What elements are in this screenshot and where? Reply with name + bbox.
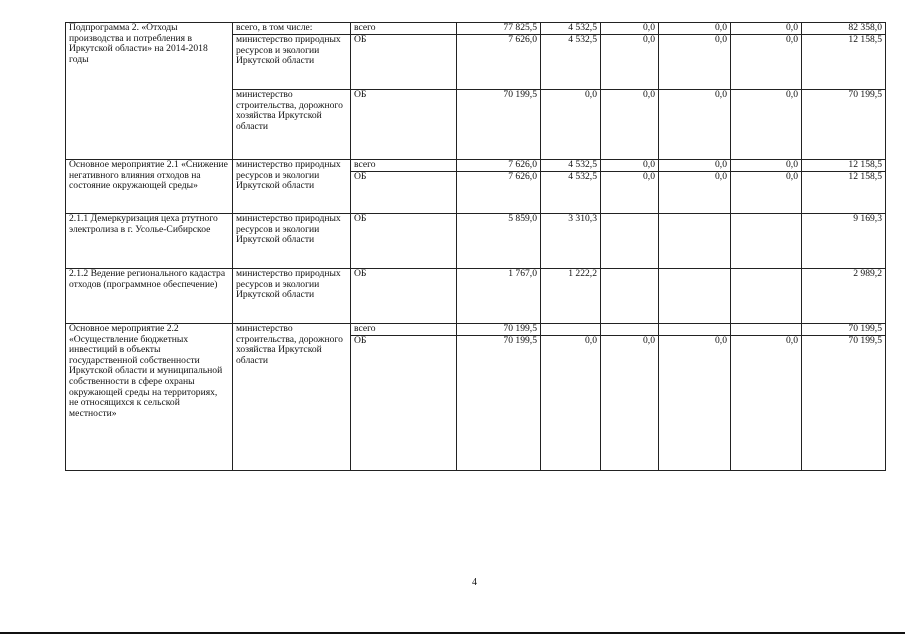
responsible-cell: министерство природных ресурсов и экологии Иркутской области	[233, 269, 351, 324]
source-cell: ОБ	[351, 35, 457, 90]
table-row	[66, 214, 886, 269]
activity-name: Основное мероприятие 2.2 «Осуществление бюджетных инвестиций в объекты государственной собственности Иркутской области и муниципальной собственности в сфере охраны окружающей среды на территориях, не относящихся к сельской местности»	[66, 324, 233, 471]
value-cell: 0,0	[659, 336, 731, 471]
value-cell: 5 859,0	[457, 214, 541, 269]
value-cell: 1 222,2	[541, 269, 601, 324]
value-cell: 70 199,5	[457, 324, 541, 336]
value-cell: 0,0	[659, 35, 731, 90]
value-cell: 0,0	[659, 160, 731, 172]
responsible-cell: министерство природных ресурсов и экологии Иркутской области	[233, 160, 351, 214]
value-cell: 0,0	[731, 160, 802, 172]
page-number: 4	[472, 577, 477, 588]
value-cell	[731, 214, 802, 269]
value-cell: 0,0	[731, 336, 802, 471]
responsible-cell: министерство природных ресурсов и экологии Иркутской области	[233, 35, 351, 90]
value-cell: 4 532,5	[541, 35, 601, 90]
value-cell: 12 158,5	[802, 172, 886, 214]
value-cell	[731, 269, 802, 324]
value-cell: 12 158,5	[802, 160, 886, 172]
value-cell: 0,0	[659, 90, 731, 160]
value-cell: 2 989,2	[802, 269, 886, 324]
value-cell: 82 358,0	[802, 23, 886, 35]
value-cell: 1 767,0	[457, 269, 541, 324]
value-cell	[541, 324, 601, 336]
value-cell: 0,0	[731, 172, 802, 214]
table-row	[66, 324, 886, 336]
value-cell: 70 199,5	[802, 90, 886, 160]
value-cell: 0,0	[731, 35, 802, 90]
responsible-cell: министерство строительства, дорожного хозяйства Иркутской области	[233, 90, 351, 160]
value-cell: 0,0	[601, 35, 659, 90]
value-cell: 7 626,0	[457, 35, 541, 90]
source-cell: всего	[351, 23, 457, 35]
value-cell: 0,0	[731, 90, 802, 160]
value-cell	[601, 214, 659, 269]
scan-edge-line	[0, 632, 905, 634]
value-cell: 7 626,0	[457, 172, 541, 214]
budget-table	[65, 22, 886, 471]
value-cell: 70 199,5	[457, 90, 541, 160]
value-cell: 0,0	[601, 160, 659, 172]
value-cell: 12 158,5	[802, 35, 886, 90]
activity-name: 2.1.1 Демеркуризация цеха ртутного электролиза в г. Усолье-Сибирское	[66, 214, 233, 269]
value-cell: 0,0	[601, 336, 659, 471]
value-cell	[601, 324, 659, 336]
value-cell: 9 169,3	[802, 214, 886, 269]
responsible-cell: министерство природных ресурсов и экологии Иркутской области	[233, 214, 351, 269]
source-cell: ОБ	[351, 214, 457, 269]
value-cell: 70 199,5	[457, 336, 541, 471]
table-row	[66, 23, 886, 35]
source-cell: всего	[351, 160, 457, 172]
source-cell: ОБ	[351, 172, 457, 214]
activity-name: 2.1.2 Ведение регионального кадастра отходов (программное обеспечение)	[66, 269, 233, 324]
value-cell: 4 532,5	[541, 172, 601, 214]
value-cell	[659, 214, 731, 269]
value-cell: 0,0	[601, 90, 659, 160]
value-cell: 4 532,5	[541, 160, 601, 172]
value-cell: 0,0	[659, 23, 731, 35]
source-cell: ОБ	[351, 269, 457, 324]
value-cell: 0,0	[541, 90, 601, 160]
value-cell	[601, 269, 659, 324]
value-cell: 0,0	[541, 336, 601, 471]
value-cell: 0,0	[601, 172, 659, 214]
source-cell: ОБ	[351, 336, 457, 471]
value-cell: 70 199,5	[802, 336, 886, 471]
value-cell: 0,0	[731, 23, 802, 35]
value-cell	[659, 269, 731, 324]
value-cell: 77 825,5	[457, 23, 541, 35]
value-cell: 7 626,0	[457, 160, 541, 172]
source-cell: всего	[351, 324, 457, 336]
value-cell: 3 310,3	[541, 214, 601, 269]
activity-name: Основное мероприятие 2.1 «Снижение негативного влияния отходов на состояние окружающей среды»	[66, 160, 233, 214]
value-cell	[731, 324, 802, 336]
value-cell: 0,0	[659, 172, 731, 214]
responsible-cell: всего, в том числе:	[233, 23, 351, 35]
value-cell: 70 199,5	[802, 324, 886, 336]
table-row	[66, 269, 886, 324]
value-cell: 0,0	[601, 23, 659, 35]
responsible-cell: министерство строительства, дорожного хозяйства Иркутской области	[233, 324, 351, 471]
value-cell: 4 532,5	[541, 23, 601, 35]
source-cell: ОБ	[351, 90, 457, 160]
program-name: Подпрограмма 2. «Отходы производства и потребления в Иркутской области» на 2014-2018 годы	[66, 23, 233, 160]
value-cell	[659, 324, 731, 336]
table-row	[66, 160, 886, 172]
